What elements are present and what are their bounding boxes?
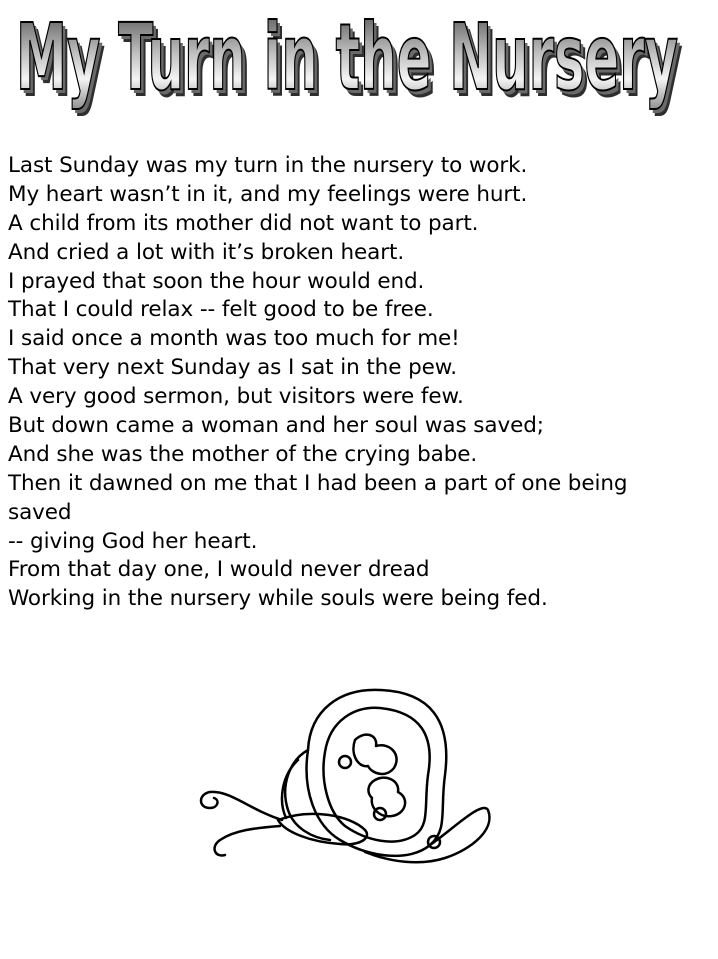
poem-line: That I could relax -- felt good to be free. bbox=[8, 297, 434, 323]
poem-line: saved bbox=[8, 499, 72, 525]
poem-line: -- giving God her heart. bbox=[8, 528, 258, 554]
poem-line: Working in the nursery while souls were being fed. bbox=[8, 586, 548, 612]
poem-line: I said once a month was too much for me! bbox=[8, 326, 460, 352]
poem bbox=[8, 152, 708, 614]
poem-line: But down came a woman and her soul was saved; bbox=[8, 413, 544, 439]
poem-line: And cried a lot with it’s broken heart. bbox=[8, 239, 405, 265]
poem-line: From that day one, I would never dread bbox=[8, 557, 430, 583]
title-shadow: My Turn in the Nursery bbox=[21, 11, 683, 118]
poem-line: And she was the mother of the crying babe. bbox=[8, 441, 478, 467]
poem-line: I prayed that soon the hour would end. bbox=[8, 268, 425, 294]
title-shadow-mid: My Turn in the Nursery bbox=[19, 8, 681, 115]
poem-line: My heart wasn’t in it, and my feelings were hurt. bbox=[8, 181, 528, 207]
title-text: My Turn in the Nursery bbox=[16, 4, 678, 111]
poem-line: A very good sermon, but visitors were few. bbox=[8, 384, 464, 410]
poem-line: That very next Sunday as I sat in the pew. bbox=[8, 355, 457, 381]
poem-line: Last Sunday was my turn in the nursery to work. bbox=[8, 153, 528, 178]
title-graphic bbox=[10, 0, 700, 125]
poem-line: Then it dawned on me that I had been a part of one being bbox=[8, 470, 628, 496]
butterfly-icon bbox=[190, 680, 500, 880]
poem-line: A child from its mother did not want to part. bbox=[8, 210, 479, 236]
page-title bbox=[10, 0, 700, 125]
